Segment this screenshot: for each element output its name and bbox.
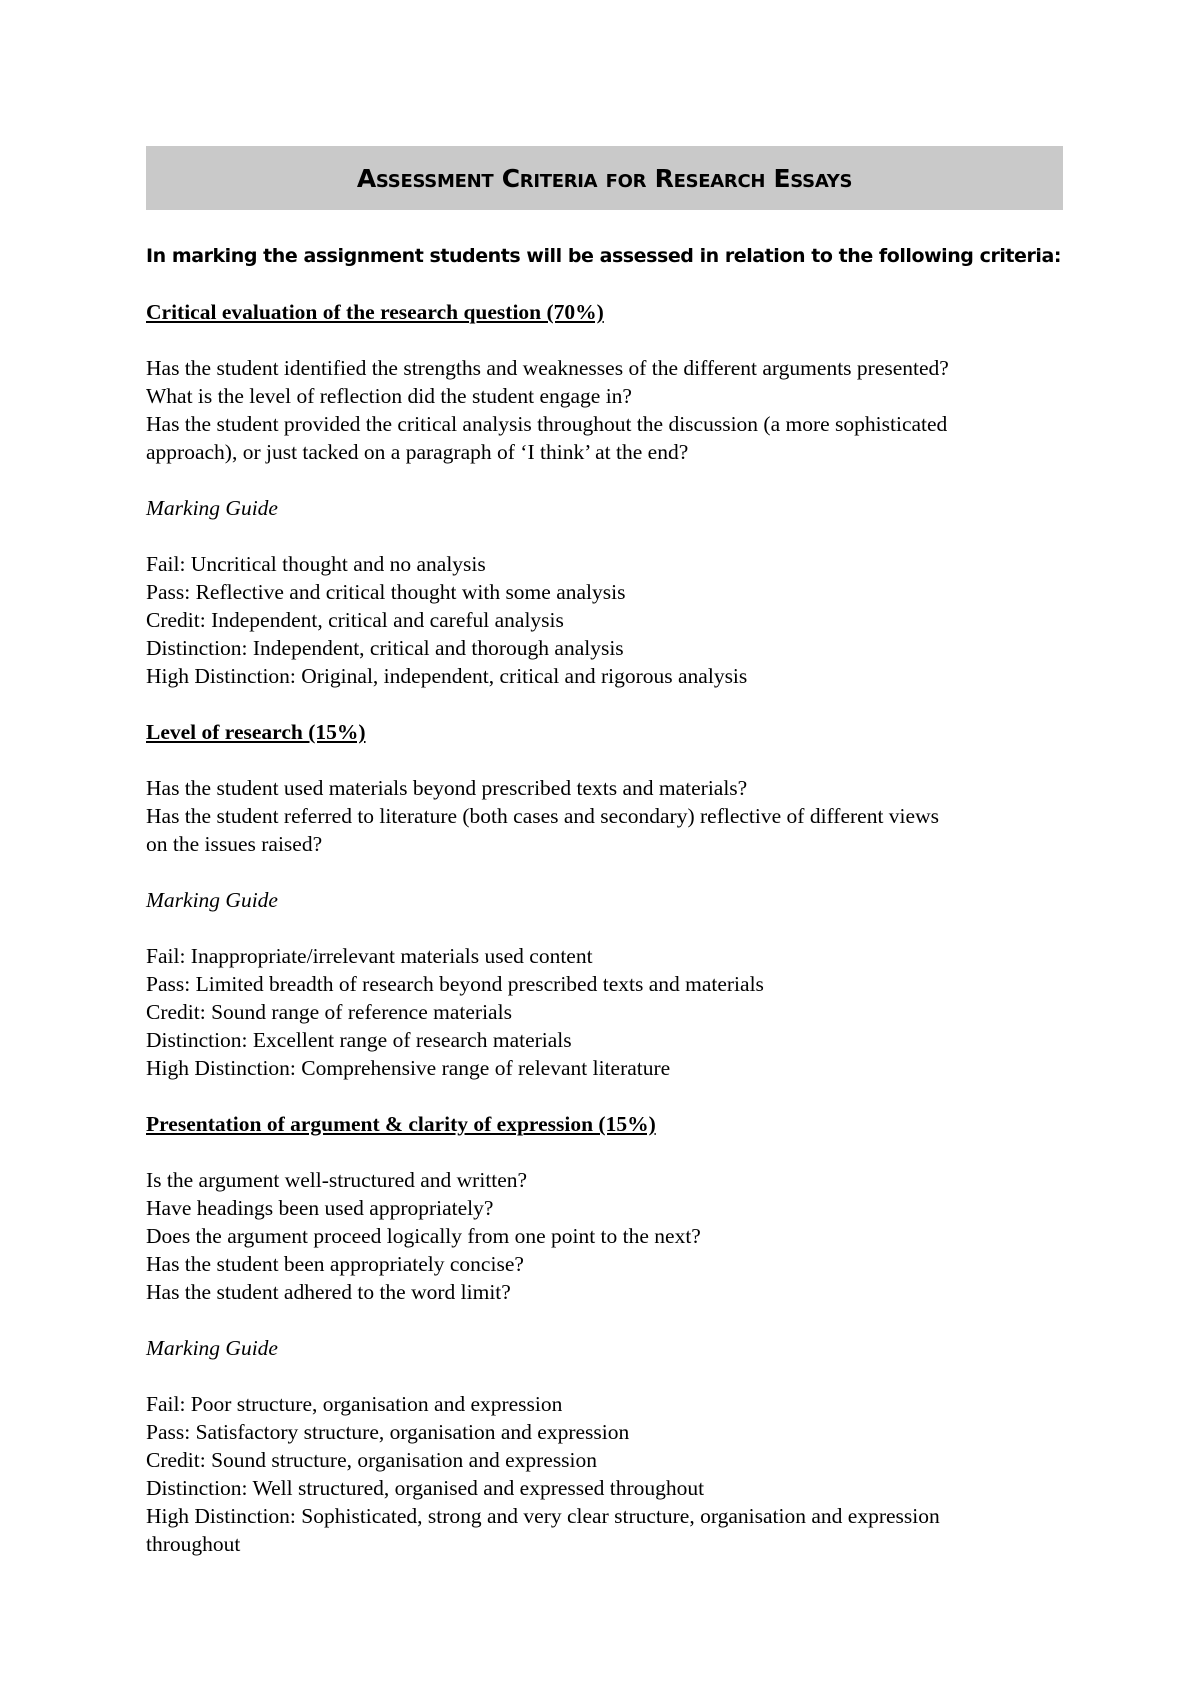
question-line: Has the student identified the strengths and weaknesses of the different arguments presented?	[146, 356, 949, 380]
guide-line: Distinction: Excellent range of research materials	[146, 1028, 572, 1052]
guide-line: Credit: Sound structure, organisation and expression	[146, 1448, 598, 1472]
marking-guide-label: Marking Guide	[146, 496, 278, 520]
title-banner	[146, 146, 1063, 210]
guide-line: Fail: Inappropriate/irrelevant materials used content	[146, 944, 593, 968]
question-line: Has the student used materials beyond prescribed texts and materials?	[146, 776, 748, 800]
question-line: What is the level of reflection did the student engage in?	[146, 384, 632, 408]
question-line: Has the student provided the critical analysis throughout the discussion (a more sophisticated	[146, 412, 948, 436]
intro-text: In marking the assignment students will be assessed in relation to the following criteria:	[146, 245, 1061, 267]
guide-line: High Distinction: Original, independent, critical and rigorous analysis	[146, 664, 748, 688]
section-heading: Critical evaluation of the research question (70%)	[146, 300, 604, 324]
guide-line: Credit: Independent, critical and careful analysis	[146, 608, 564, 632]
question-line: Is the argument well-structured and written?	[146, 1168, 528, 1192]
guide-line: Pass: Satisfactory structure, organisation and expression	[146, 1420, 630, 1444]
guide-line: Pass: Limited breadth of research beyond prescribed texts and materials	[146, 972, 764, 996]
question-line: Have headings been used appropriately?	[146, 1196, 494, 1220]
guide-line: High Distinction: Comprehensive range of relevant literature	[146, 1056, 671, 1080]
guide-line: Distinction: Well structured, organised and expressed throughout	[146, 1476, 705, 1500]
guide-line: Pass: Reflective and critical thought with some analysis	[146, 580, 626, 604]
marking-guide-label: Marking Guide	[146, 888, 278, 912]
document-body	[146, 242, 1066, 1558]
guide-line: throughout	[146, 1532, 241, 1556]
section-presentation	[146, 1110, 1066, 1558]
section-critical-evaluation	[146, 298, 1066, 690]
guide-line: Credit: Sound range of reference materials	[146, 1000, 512, 1024]
guide-line: High Distinction: Sophisticated, strong and very clear structure, organisation and expression	[146, 1504, 940, 1528]
guide-line: Fail: Uncritical thought and no analysis	[146, 552, 486, 576]
question-line: Has the student adhered to the word limit?	[146, 1280, 511, 1304]
question-line: Has the student been appropriately concise?	[146, 1252, 524, 1276]
document-title: Assessment Criteria for Research Essays	[356, 163, 853, 193]
guide-line: Fail: Poor structure, organisation and expression	[146, 1392, 563, 1416]
guide-line: Distinction: Independent, critical and thorough analysis	[146, 636, 624, 660]
question-line: on the issues raised?	[146, 832, 323, 856]
marking-guide-label: Marking Guide	[146, 1336, 278, 1360]
question-line: Does the argument proceed logically from one point to the next?	[146, 1224, 701, 1248]
question-line: Has the student referred to literature (both cases and secondary) reflective of different views	[146, 804, 939, 828]
section-level-of-research	[146, 718, 1066, 1082]
question-line: approach), or just tacked on a paragraph of ‘I think’ at the end?	[146, 440, 689, 464]
section-heading: Level of research (15%)	[146, 720, 366, 744]
section-heading: Presentation of argument & clarity of expression (15%)	[146, 1112, 656, 1136]
